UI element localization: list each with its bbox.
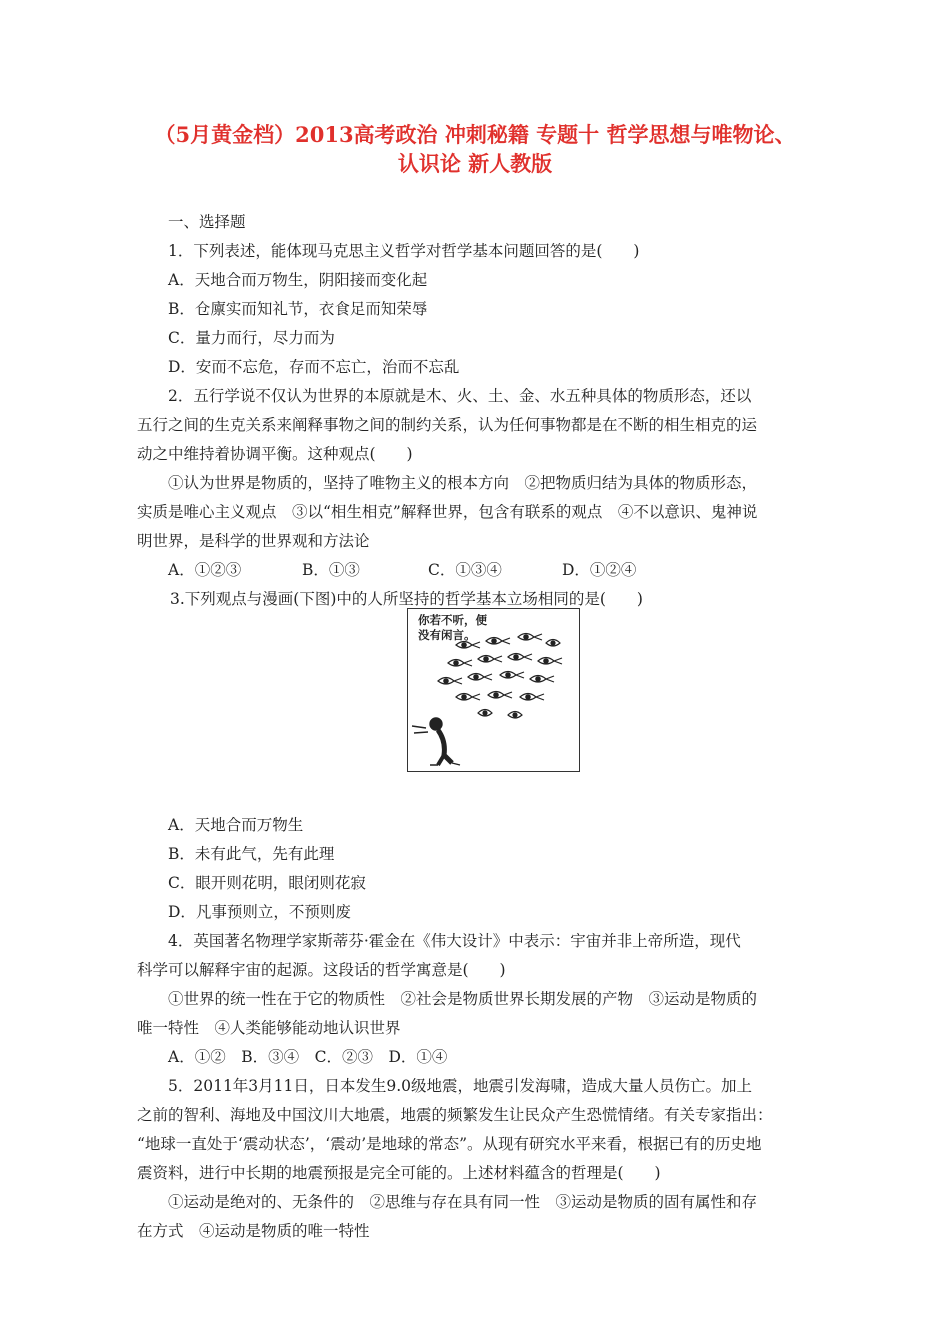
q1-option-a: A．天地合而万物生，阴阳接而变化起	[168, 271, 428, 289]
q3-stem: 3.下列观点与漫画(下图)中的人所坚持的哲学基本立场相同的是( )	[170, 590, 643, 608]
eye-icon	[500, 672, 524, 679]
q2-statements-line-1: ①认为世界是物质的，坚持了唯物主义的根本方向 ②把物质归结为具体的物质形态，	[168, 474, 758, 492]
eye-icon	[538, 658, 562, 665]
q5-statements-line-1: ①运动是绝对的、无条件的 ②思维与存在具有同一性 ③运动是物质的固有属性和存	[168, 1193, 758, 1211]
eye-icon	[468, 674, 492, 681]
q2-option-c: C．①③④	[428, 561, 502, 579]
q5-stem-line-2: 之前的智利、海地及中国汶川大地震，地震的频繁发生让民众产生恐慌情绪。有关专家指出：	[137, 1106, 773, 1124]
eye-icon	[478, 656, 502, 663]
q3-option-c: C．眼开则花明，眼闭则花寂	[168, 874, 366, 892]
title-line-2: 认识论 新人教版	[397, 151, 553, 176]
eye-icon	[448, 660, 472, 667]
eye-icon	[478, 710, 492, 717]
eye-icon	[520, 694, 544, 701]
q3-option-b: B．未有此气，先有此理	[168, 845, 335, 863]
document-title	[100, 120, 850, 178]
eye-icon	[546, 640, 560, 647]
q5-stem-line-3: “地球一直处于‘震动状态’，‘震动’是地球的常态”。从现有研究水平来看，根据已有的历史地	[137, 1135, 762, 1153]
eye-icon	[486, 638, 510, 645]
cartoon-drawing	[408, 609, 579, 771]
eye-icon	[438, 678, 462, 685]
q2-option-a: A．①②③	[168, 561, 242, 579]
q2-statements-line-2: 实质是唯心主义观点 ③以“相生相克”解释世界，包含有联系的观点 ④不以意识、鬼神说	[137, 503, 758, 521]
title-line-1: （5月黄金档）2013高考政治 冲刺秘籍 专题十 哲学思想与唯物论、	[154, 122, 796, 147]
q1-option-d: D．安而不忘危，存而不忘亡，治而不忘乱	[168, 358, 460, 376]
q4-stem-line-1: 4．英国著名物理学家斯蒂芬·霍金在《伟大设计》中表示：宇宙并非上帝所造，现代	[168, 932, 741, 950]
q1-option-b: B．仓廪实而知礼节，衣食足而知荣辱	[168, 300, 428, 318]
q2-options	[137, 556, 817, 585]
q2-statements-line-3: 明世界，是科学的世界观和方法论	[137, 532, 370, 550]
flying-eyes-swarm	[438, 634, 562, 719]
q4-stem-line-2: 科学可以解释宇宙的起源。这段话的哲学寓意是( )	[137, 961, 506, 979]
q5-statements-line-2: 在方式 ④运动是物质的唯一特性	[137, 1222, 370, 1240]
q2-stem-line-2: 五行之间的生克关系来阐释事物之间的制约关系，认为任何事物都是在不断的相生相克的运	[137, 416, 758, 434]
q5-stem-line-4: 震资料，进行中长期的地震预报是完全可能的。上述材料蕴含的哲理是( )	[137, 1164, 661, 1182]
eye-icon	[530, 676, 554, 683]
eye-icon	[488, 692, 512, 699]
q4-statements-line-1: ①世界的统一性在于它的物质性 ②社会是物质世界长期发展的产物 ③运动是物质的	[168, 990, 758, 1008]
q5-stem-line-1: 5．2011年3月11日，日本发生9.0级地震，地震引发海啸，造成大量人员伤亡。加上	[168, 1077, 753, 1095]
q1-stem: 1．下列表述，能体现马克思主义哲学对哲学基本问题回答的是( )	[168, 242, 640, 260]
eye-icon	[456, 642, 480, 649]
q2-stem-line-3: 动之中维持着协调平衡。这种观点( )	[137, 445, 413, 463]
q2-option-b: B．①③	[302, 561, 360, 579]
section-heading: 一、选择题	[168, 213, 246, 231]
eye-icon	[508, 712, 522, 719]
q2-stem-line-1: 2．五行学说不仅认为世界的本原就是木、火、土、金、水五种具体的物质形态，还以	[168, 387, 752, 405]
q4-options: A．①② B．③④ C．②③ D．①④	[168, 1048, 448, 1066]
q1-option-c: C．量力而行，尽力而为	[168, 329, 335, 347]
cartoon-caption-line-1: 你若不听，便	[418, 613, 487, 627]
q4-statements-line-2: 唯一特性 ④人类能够能动地认识世界	[137, 1019, 401, 1037]
q3-option-d: D．凡事预则立，不预则废	[168, 903, 351, 921]
cartoon-caption-line-2: 没有闲言。	[418, 628, 476, 642]
q2-option-d: D．①②④	[562, 561, 637, 579]
q3-option-a: A．天地合而万物生	[168, 816, 304, 834]
blindfolded-man-figure	[412, 718, 460, 765]
eye-icon	[456, 694, 480, 701]
eye-icon	[518, 634, 542, 641]
eye-icon	[508, 654, 532, 661]
cartoon-figure	[407, 608, 580, 772]
